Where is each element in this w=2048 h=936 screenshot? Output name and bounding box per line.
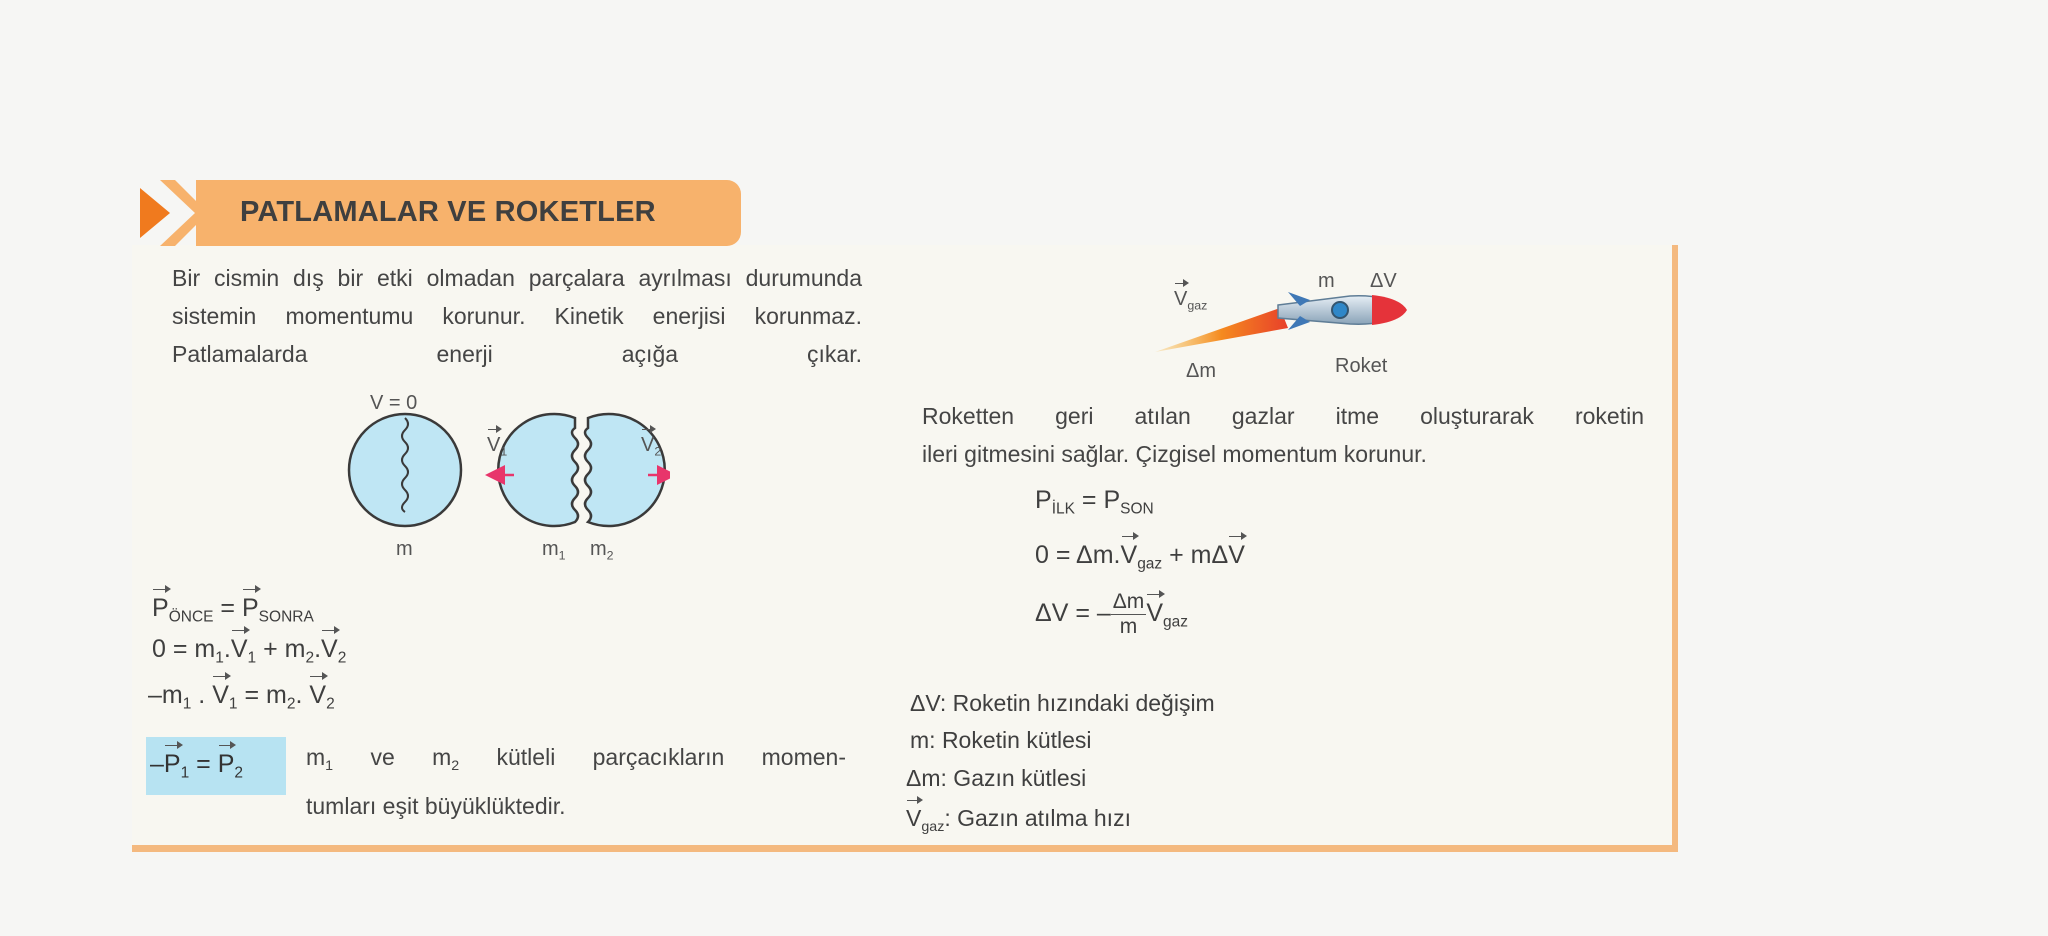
m1-label: $m_1$ <box>542 538 566 563</box>
delta-m-label: Δm <box>1186 360 1217 382</box>
explosion-paragraph: Bir cismin dış bir etki olmadan parçalara ayrılması durumunda sistemin momentumu korunur. Kinetik enerjisi korunmaz. Patlamalarda enerji açığa çıkar. <box>172 265 862 367</box>
equation-rearranged: $-m_1$ . $V_1 = m_2$. $V_2$ <box>148 681 335 713</box>
m2-label: $m_2$ <box>590 538 614 563</box>
roket-label: Roket <box>1335 355 1388 377</box>
v-zero-label: V = 0 <box>370 392 418 414</box>
legend-mass: m: Roketin kütlesi <box>910 727 1092 753</box>
equation-sum-zero: $0 = m_1.V_1 + m_2.V_2$ <box>152 635 347 667</box>
v-gaz-label: $V_{gaz}$ <box>1174 288 1208 313</box>
fragment-left <box>498 414 578 526</box>
rocket-mass-label: m <box>1318 270 1335 292</box>
explosion-note: $m_1$ ve $m_2$ kütleli parçacıkların momen- tumları eşit büyüklüktedir. <box>306 744 846 819</box>
explosion-diagram <box>330 400 670 540</box>
legend-delta-v: ΔV: Roketin hızındaki değişim <box>910 690 1215 716</box>
equation-rocket-zero: $0 = \Delta m.V_{gaz} + m\Delta V$ <box>1035 541 1245 573</box>
equation-rocket-delta-v: ΔV = – $\frac{\Delta m}{m}$ $V_{gaz}$ <box>1035 590 1188 638</box>
equation-result: $-P_1 = P_2$ <box>150 750 244 782</box>
equation-momentum-conservation: $P_{ÖNCE} = P_{SONRA}$ <box>152 594 314 626</box>
legend-v-gaz: $V_{gaz}$: Gazın atılma hızı <box>906 805 1131 835</box>
v2-label: $V_2$ <box>641 434 662 459</box>
rocket-nose <box>1372 295 1407 325</box>
delta-v-label: ΔV <box>1370 270 1397 292</box>
legend-delta-m: Δm: Gazın kütlesi <box>906 765 1087 791</box>
equation-rocket-conservation: $P_{İLK} = P_{SON}$ <box>1035 486 1154 518</box>
mass-label: m <box>396 538 413 560</box>
v1-label: $V_1$ <box>487 434 508 459</box>
rocket-window <box>1332 302 1348 318</box>
section-title: PATLAMALAR VE ROKETLER <box>240 196 656 228</box>
rocket-paragraph: Roketten geri atılan gazlar itme oluşturarak roketin ileri gitmesini sağlar. Çizgisel momentum korunur. <box>922 403 1644 467</box>
exhaust-flame <box>1155 308 1288 352</box>
